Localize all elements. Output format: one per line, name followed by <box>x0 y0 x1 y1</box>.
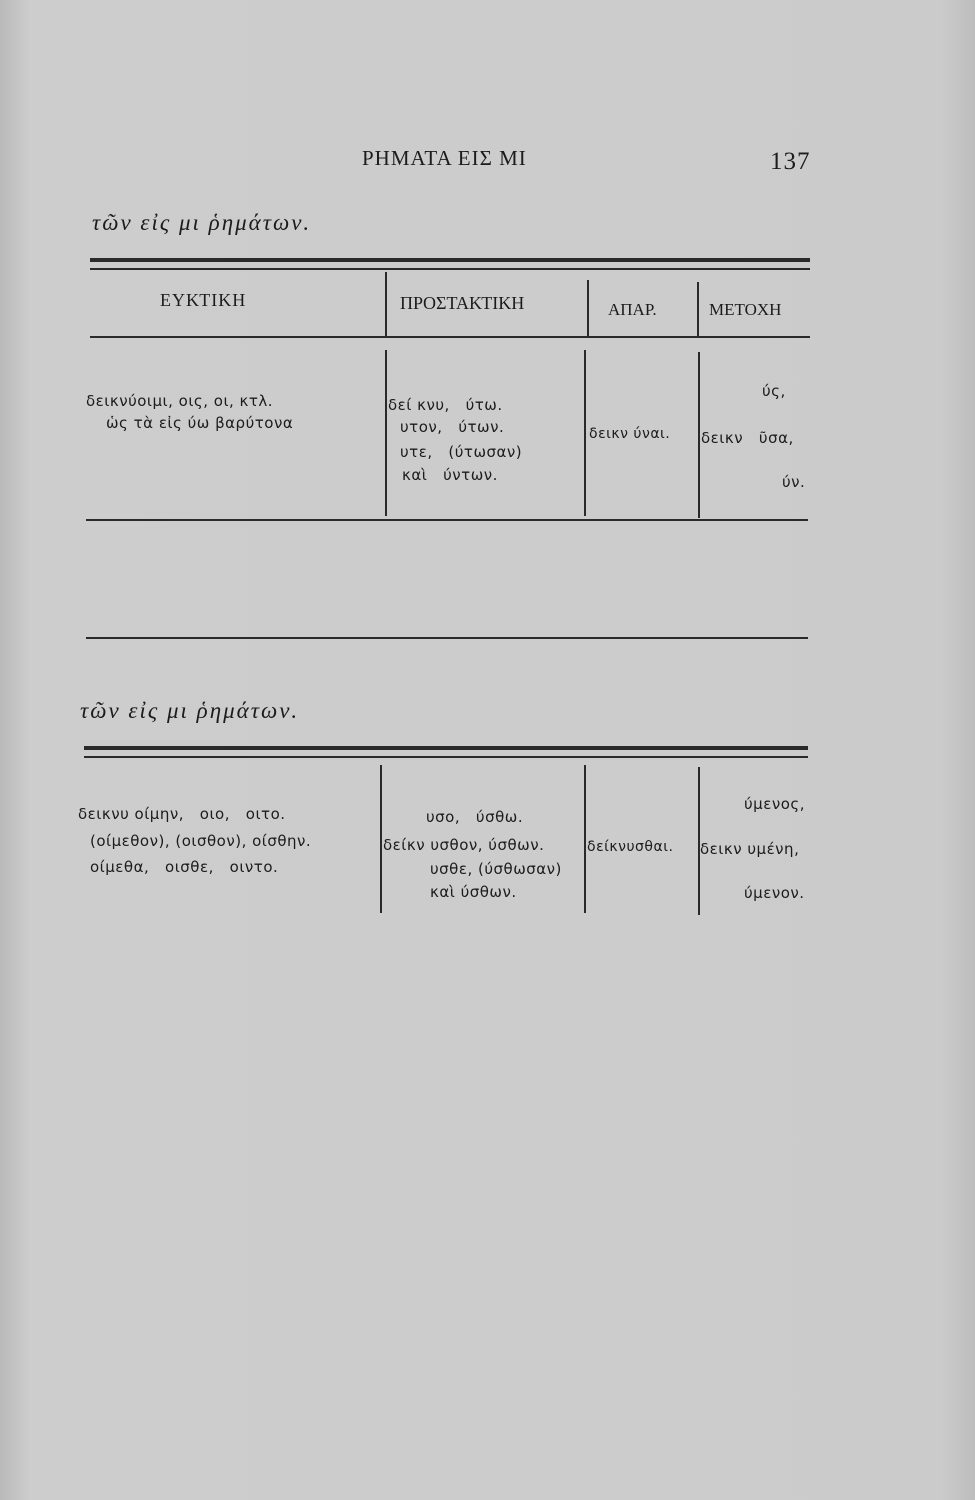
table2-top-rule-thin <box>84 756 808 758</box>
t1-imperative-line-3: υτε, (ύτωσαν) <box>400 443 523 461</box>
t2-optative-line-3: οίμεθα, οισθε, οιντο. <box>90 858 279 876</box>
t2-optative-line-1: δεικνυ οίμην, οιο, οιτο. <box>78 805 286 823</box>
t1-participle-line-1: ύς, <box>762 382 786 400</box>
table1-caption: τῶν εἰς μι ῥημάτων. <box>92 210 312 235</box>
t2-optative-line-2: (οίμεθον), (οισθον), οίσθην. <box>90 832 312 850</box>
table1-top-rule-thin <box>90 268 810 270</box>
table1-top-rule-thick <box>90 258 810 262</box>
t1-imperative-line-4: καὶ ύντων. <box>402 466 498 484</box>
table1-header-rule <box>90 336 810 338</box>
header-participle: ΜΕΤΟΧΗ <box>709 300 782 319</box>
table1-col-rule-3 <box>698 352 700 518</box>
t2-imperative-line-1: υσο, ύσθω. <box>426 808 524 826</box>
table1-col-rule-2 <box>584 350 586 516</box>
t2-imperative-line-2: δείκν υσθον, ύσθων. <box>383 836 545 854</box>
table2-caption: τῶν εἰς μι ῥημάτων. <box>80 698 300 723</box>
table2-col-rule-2 <box>584 765 586 913</box>
t2-participle-line-2: δεικν υμένη, <box>700 840 800 858</box>
t1-infinitive: δεικν ύναι. <box>589 426 671 442</box>
t1-optative-line-1: δεικνύοιμι, οις, οι, κτλ. <box>86 392 274 410</box>
t2-imperative-line-4: καὶ ύσθων. <box>430 883 517 901</box>
t2-infinitive: δείκνυσθαι. <box>587 839 674 855</box>
header-divider-3 <box>697 282 699 336</box>
table1-col-rule-1 <box>385 350 387 516</box>
t1-optative-line-2: ὡς τὰ εἰς ύω βαρύτονα <box>106 414 294 432</box>
t1-imperative-line-2: υτον, ύτων. <box>400 418 505 436</box>
table2-col-rule-1 <box>380 765 382 913</box>
header-imperative: ΠΡΟΣΤΑΚΤΙΚΗ <box>400 293 525 313</box>
header-divider-1 <box>385 272 387 336</box>
t2-imperative-line-3: υσθε, (ύσθωσαν) <box>430 860 562 878</box>
t1-imperative-line-1: δεί κνυ, ύτω. <box>388 396 503 414</box>
header-infinitive: ΑΠΑΡ. <box>608 300 657 319</box>
t1-participle-line-3: ύν. <box>782 473 806 491</box>
page-number: 137 <box>770 148 811 175</box>
t1-participle-line-2: δεικν ῦσα, <box>701 429 794 447</box>
header-optative: ΕΥΚΤΙΚΗ <box>160 290 247 310</box>
header-divider-2 <box>587 280 589 336</box>
running-title: ΡΗΜΑΤΑ ΕΙΣ ΜΙ <box>362 146 527 170</box>
t2-participle-line-3: ύμενον. <box>744 884 805 902</box>
table2-top-rule-thick <box>84 746 808 750</box>
table1-bottom-rule <box>86 519 808 521</box>
t2-participle-line-1: ύμενος, <box>744 795 805 813</box>
section-separator-rule <box>86 637 808 639</box>
